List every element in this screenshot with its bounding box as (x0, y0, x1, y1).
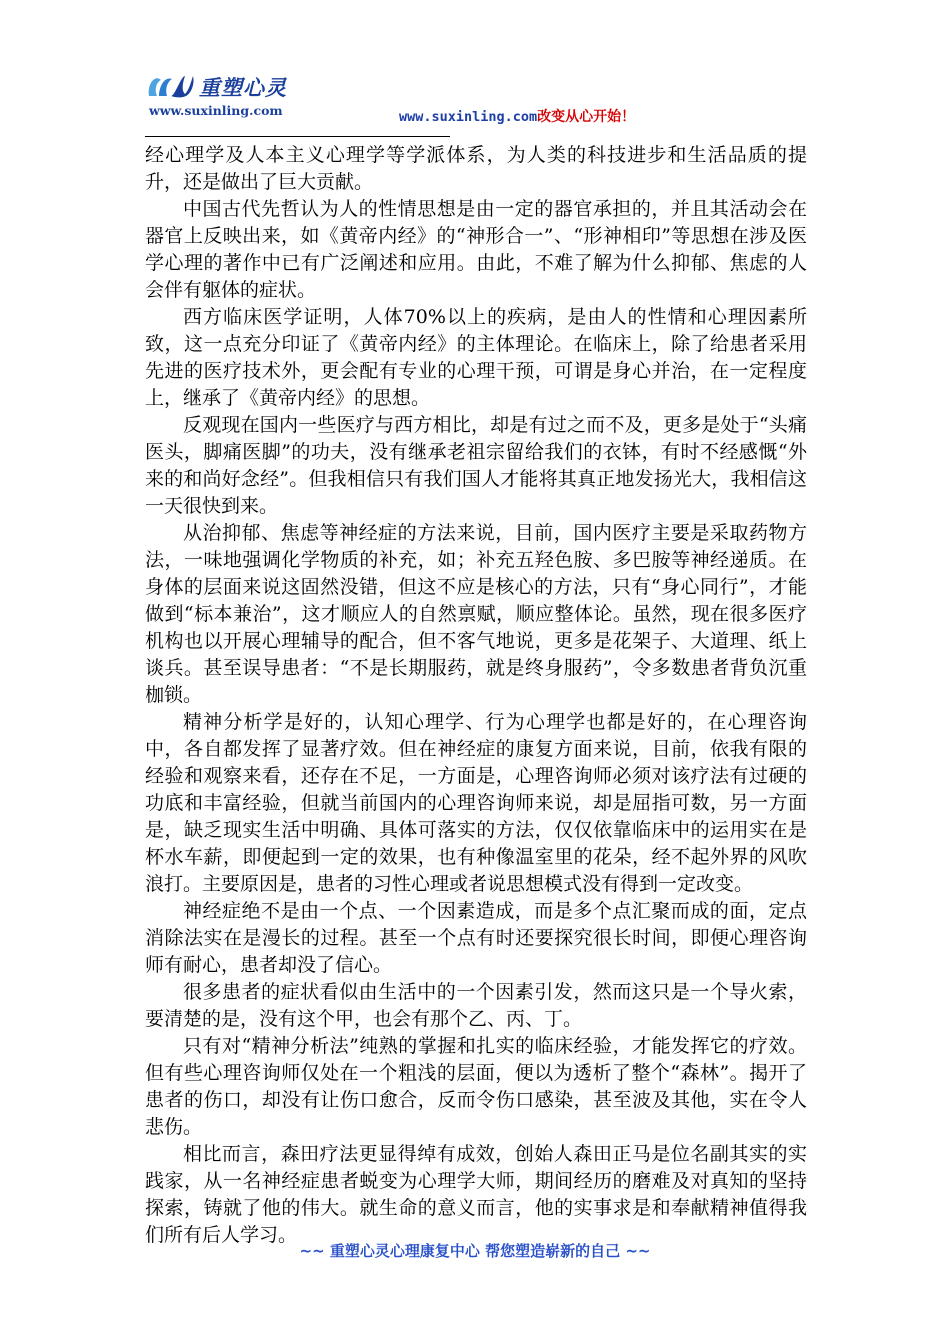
paragraph: 相比而言，森田疗法更显得绰有成效，创始人森田正马是位名副其实的实践家，从一名神经症患者蜕变为心理学大师，期间经历的磨难及对真知的坚持探索，铸就了他的伟大。就生命的意义而言，他的实事求是和奉献精神值得我们所有后人学习。 (145, 1143, 807, 1246)
page-footer: ~~ 重塑心灵心理康复中心 帮您塑造崭新的自己 ~~ (299, 1242, 651, 1260)
paragraph: 很多患者的症状看似由生活中的一个因素引发，然而这只是一个导火索，要清楚的是，没有这个甲，也会有那个乙、丙、丁。 (145, 981, 807, 1030)
paragraph: 反观现在国内一些医疗与西方相比，却是有过之而不及，更多是处于“头痛医头，脚痛医脚”的功夫，没有继承老祖宗留给我们的衣钵，有时不经感慨“外来的和尚好念经”。但我相信只有我们国人才能将其真正地发扬光大，我相信这一天很快到来。 (145, 414, 807, 517)
header-divider (145, 136, 450, 137)
logo-swoosh-icon (145, 70, 201, 100)
paragraph: 精神分析学是好的，认知心理学、行为心理学也都是好的，在心理咨询中，各自都发挥了显著疗效。但在神经症的康复方面来说，目前，依我有限的经验和观察来看，还存在不足，一方面是，心理咨询师必须对该疗法有过硬的功底和丰富经验，但就当前国内的心理咨询师来说，却是屈指可数，另一方面是，缺乏现实生活中明确、具体可落实的方法，仅仅依靠临床中的运用实在是杯水车薪，即便起到一定的效果，也有种像温室里的花朵，经不起外界的风吹浪打。主要原因是，患者的习性心理或者说思想模式没有得到一定改变。 (145, 711, 807, 895)
paragraph: 神经症绝不是由一个点、一个因素造成，而是多个点汇聚而成的面，定点消除法实在是漫长的过程。甚至一个点有时还要探究很长时间，即便心理咨询师有耐心，患者却没了信心。 (145, 900, 807, 976)
logo-name: 重塑心灵 (199, 76, 287, 100)
paragraph: 经心理学及人本主义心理学等学派体系，为人类的科技进步和生活品质的提升，还是做出了巨大贡献。 (145, 144, 807, 193)
article-body (145, 142, 807, 1249)
paragraph: 中国古代先哲认为人的性情思想是由一定的器官承担的，并且其活动会在器官上反映出来，如《黄帝内经》的“神形合一”、“形神相印”等思想在涉及医学心理的著作中已有广泛阐述和应用。由此，不难了解为什么抑郁、焦虑的人会伴有躯体的症状。 (145, 198, 807, 301)
paragraph: 只有对“精神分析法”纯熟的掌握和扎实的临床经验，才能发挥它的疗效。但有些心理咨询师仅处在一个粗浅的层面，便以为透析了整个“森林”。揭开了患者的伤口，却没有让伤口愈合，反而令伤口感染，甚至波及其他，实在令人悲伤。 (145, 1035, 807, 1138)
header-tagline (399, 106, 635, 126)
logo-url: www.suxinling.com (149, 103, 283, 118)
slogan-text: 改变从心开始！ (537, 109, 636, 125)
site-url-link[interactable]: www.suxinling.com (399, 109, 538, 125)
paragraph: 从治抑郁、焦虑等神经症的方法来说，目前，国内医疗主要是采取药物方法，一味地强调化学物质的补充，如；补充五羟色胺、多巴胺等神经递质。在身体的层面来说这固然没错，但这不应是核心的方法，只有“身心同行”，才能做到“标本兼治”，这才顺应人的自然禀赋，顺应整体论。虽然，现在很多医疗机构也以开展心理辅导的配合，但不客气地说，更多是花架子、大道理、纸上谈兵。甚至误导患者：“不是长期服药，就是终身服药”，令多数患者背负沉重枷锁。 (145, 522, 807, 706)
page-header (145, 66, 805, 136)
paragraph: 西方临床医学证明，人体70%以上的疾病，是由人的性情和心理因素所致，这一点充分印证了《黄帝内经》的主体理论。在临床上，除了给患者采用先进的医疗技术外，更会配有专业的心理干预，可谓是身心并治，在一定程度上，继承了《黄帝内经》的思想。 (145, 306, 807, 409)
suxinling-logo[interactable] (145, 66, 315, 124)
